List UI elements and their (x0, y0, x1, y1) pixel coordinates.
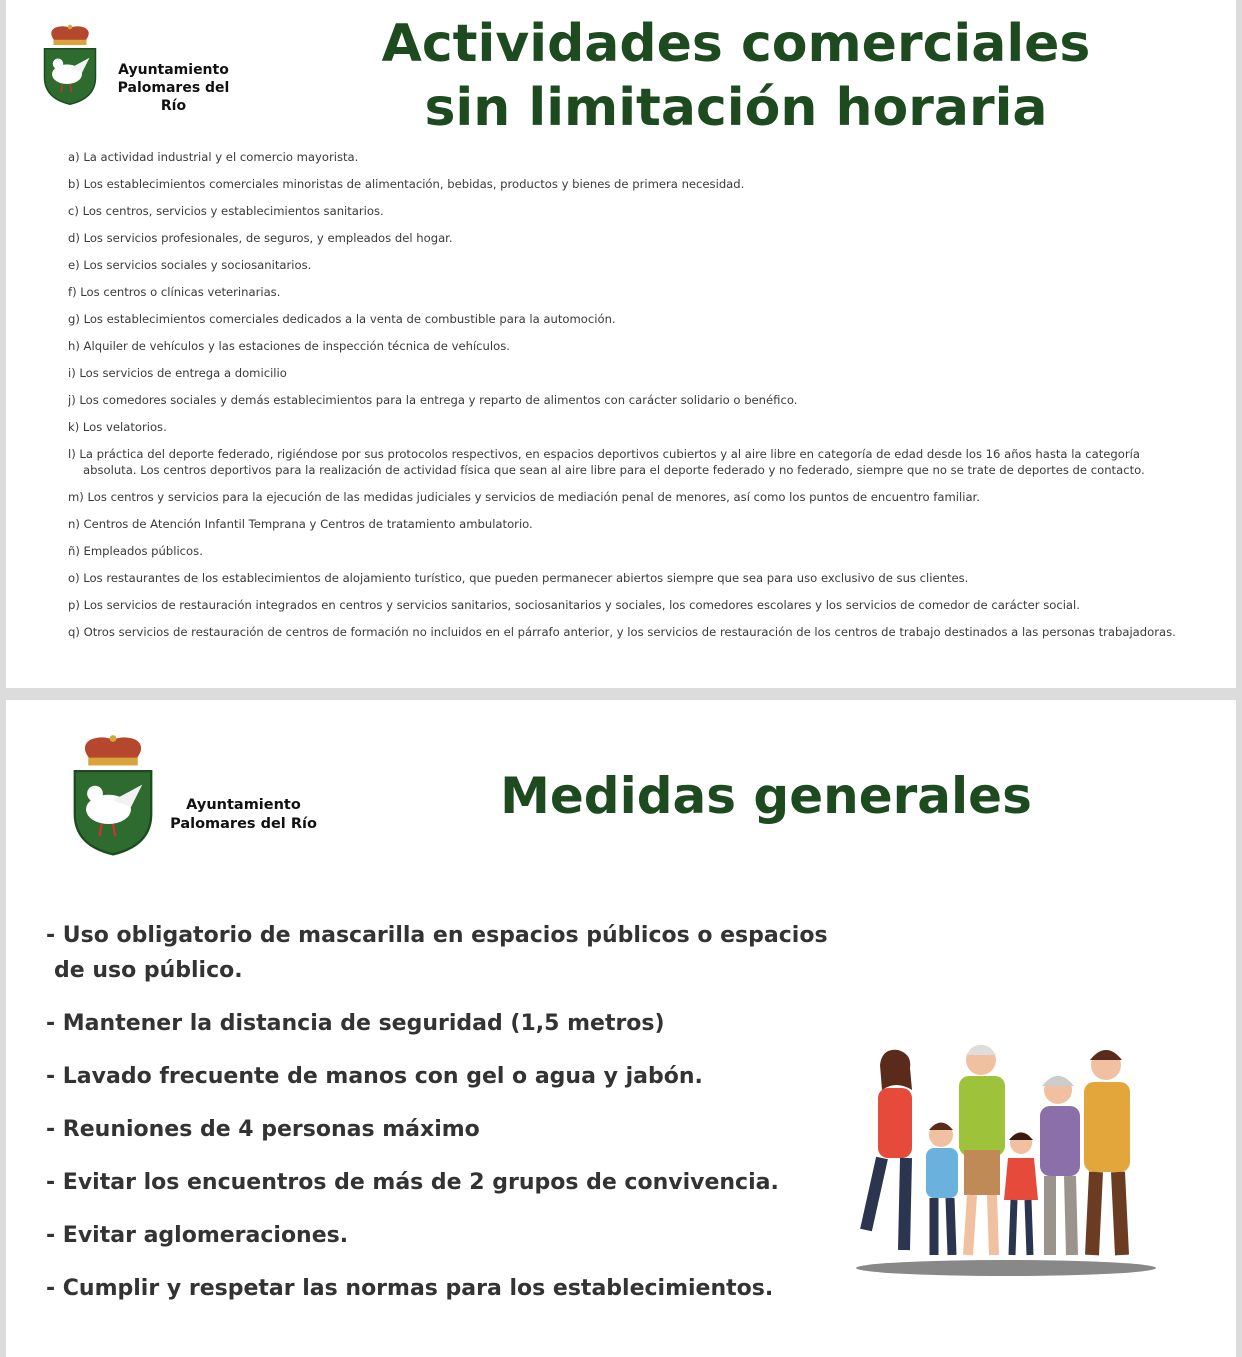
list-item: - Mantener la distancia de seguridad (1,5 metros) (46, 1011, 665, 1036)
list-item: g) Los establecimientos comerciales dedicados a la venta de combustible para la automoción. (68, 312, 616, 326)
list-item: n) Centros de Atención Infantil Temprana y Centros de tratamiento ambulatorio. (68, 516, 533, 531)
list-item: ñ) Empleados públicos. (68, 543, 203, 558)
coat-of-arms-icon (68, 716, 158, 878)
list-item: - Uso obligatorio de mascarilla en espacios públicos o espacios de uso público. (46, 923, 828, 983)
list-item: e) Los servicios sociales y sociosanitarios. (68, 258, 312, 272)
list-item: - Lavado frecuente de manos con gel o agua y jabón. (46, 1064, 703, 1089)
list-item: b) Los establecimientos comerciales minoristas de alimentación, bebidas, productos y bienes de primera necesidad. (68, 177, 745, 191)
list-item: j) Los comedores sociales y demás establecimientos para la entrega y reparto de alimentos con carácter solidario o benéfico. (68, 393, 798, 407)
list-item: - Reuniones de 4 personas máximo (46, 1117, 480, 1142)
list-item: - Evitar aglomeraciones. (46, 1223, 349, 1248)
measures-list (46, 918, 834, 1324)
list-item: m) Los centros y servicios para la ejecución de las medidas judiciales y servicios de mediación penal de menores, así como los puntos de encuentro familiar. (68, 489, 980, 504)
coat-of-arms-icon (40, 14, 100, 118)
org-line-2: Palomares del Río (170, 815, 317, 832)
list-item: c) Los centros, servicios y establecimientos sanitarios. (68, 204, 384, 218)
list-item: - Cumplir y respetar las normas para los establecimientos. (46, 1276, 774, 1301)
organization-name (106, 61, 241, 116)
list-item: l) La práctica del deporte federado, rigiéndose por sus protocolos respectivos, en espacios deportivos cubiertos y al aire libre en categoría de edad desde los 16 años hasta la categoría absoluta. Los centros deportivos para la realización de actividad física que sean al aire libre para el deporte federado y no federado, siempre que no se trate de deportes de contacto. (68, 447, 1145, 477)
general-measures-panel (6, 700, 1236, 1357)
list-item: a) La actividad industrial y el comercio mayorista. (68, 150, 359, 164)
org-line-2: Palomares del Río (117, 80, 230, 115)
list-item: d) Los servicios profesionales, de seguros, y empleados del hogar. (68, 231, 453, 245)
list-item: - Evitar los encuentros de más de 2 grupos de convivencia. (46, 1170, 779, 1195)
org-line-1: Ayuntamiento (186, 797, 301, 813)
page-title: Actividades comerciales sin limitación horaria (381, 14, 1091, 138)
list-item: p) Los servicios de restauración integrados en centros y servicios sanitarios, sociosanitarios y sociales, los comedores escolares y los servicios de comedor de carácter social. (68, 597, 1080, 612)
masked-family-illustration (816, 1010, 1196, 1280)
list-item: o) Los restaurantes de los establecimientos de alojamiento turístico, que pueden permanecer abiertos siempre que sea para uso exclusivo de sus clientes. (68, 570, 969, 585)
list-item: i) Los servicios de entrega a domicilio (68, 366, 287, 380)
list-item: f) Los centros o clínicas veterinarias. (68, 285, 281, 299)
activities-panel (6, 0, 1236, 688)
page-title: Medidas generales (500, 767, 1032, 825)
activities-list (68, 150, 1178, 652)
list-item: k) Los velatorios. (68, 420, 167, 434)
list-item: q) Otros servicios de restauración de centros de formación no incluidos en el párrafo anterior, y los servicios de restauración de los centros de trabajo destinados a las personas trabajadoras. (68, 624, 1176, 639)
org-line-1: Ayuntamiento (118, 62, 229, 78)
organization-name (166, 796, 321, 834)
list-item: h) Alquiler de vehículos y las estaciones de inspección técnica de vehículos. (68, 339, 510, 353)
